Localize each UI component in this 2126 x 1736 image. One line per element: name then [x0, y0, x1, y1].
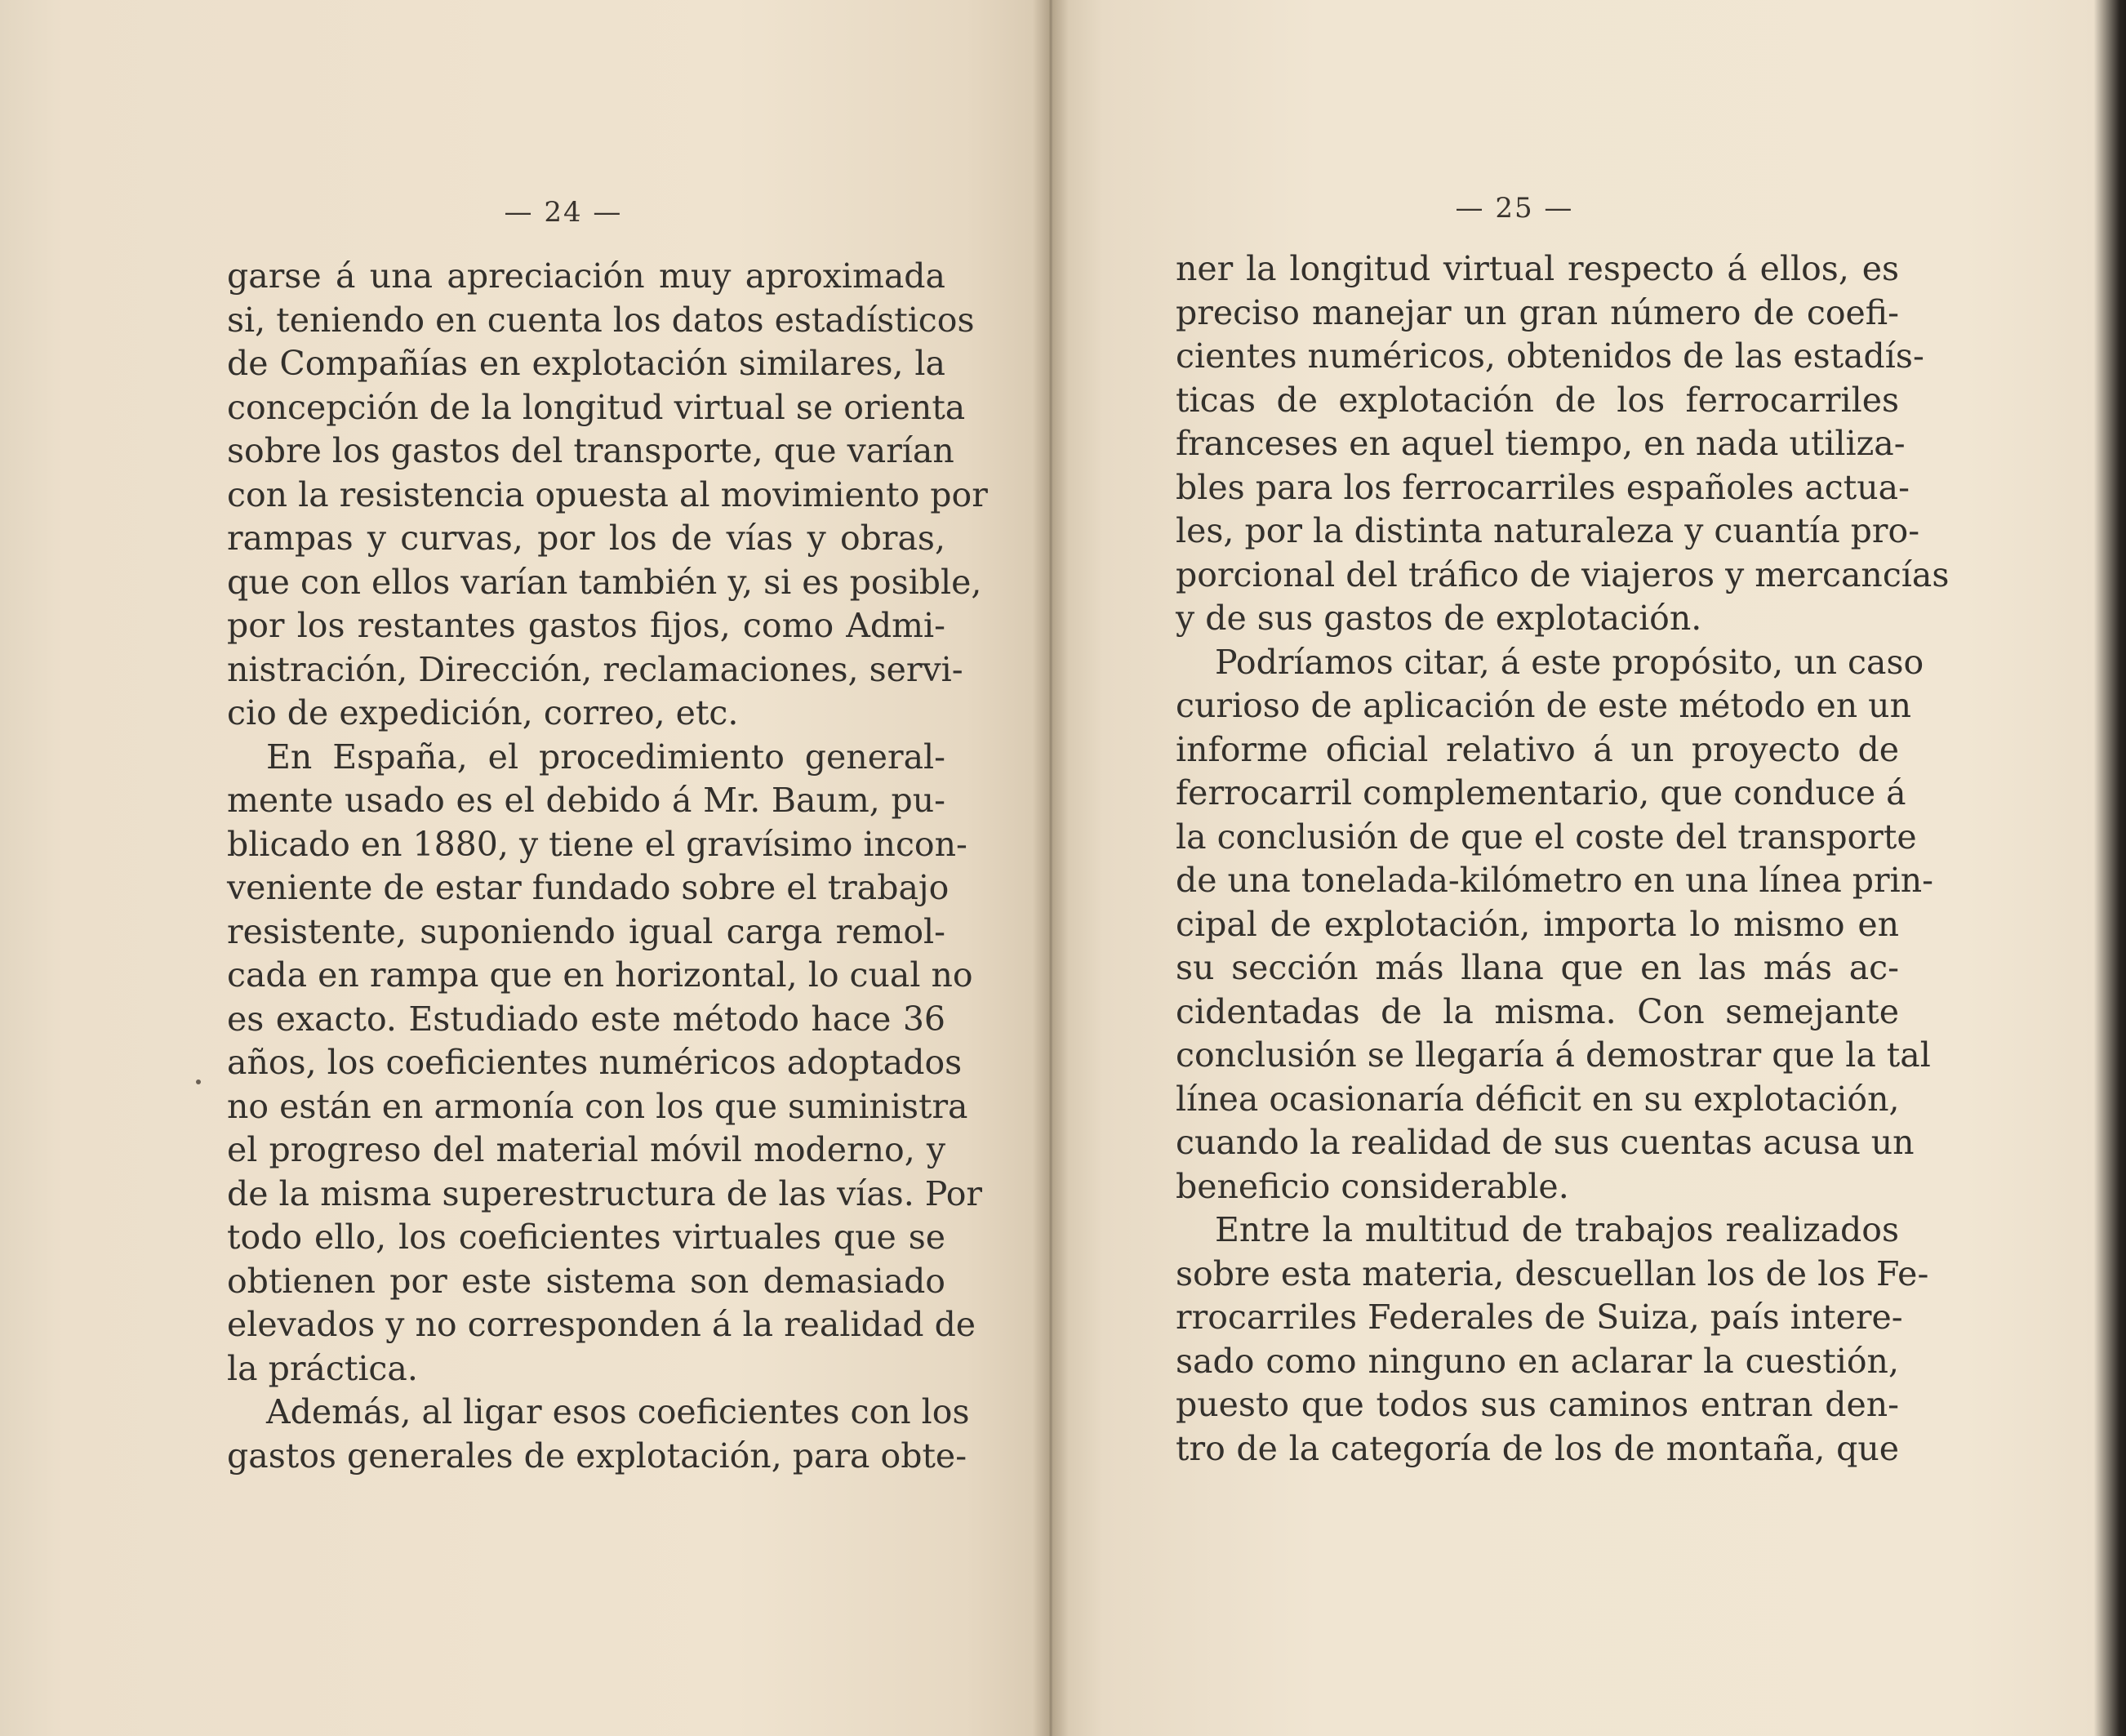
text-line: rampas y curvas, por los de vías y obras, [227, 519, 945, 558]
text-line: sobre esta materia, descuellan los de los Fe- [1176, 1253, 1929, 1293]
text-line: su sección más llana que en las más ac- [1176, 948, 1899, 987]
text-line: informe oficial relativo á un proyecto de [1176, 729, 1899, 769]
text-line: si, teniendo en cuenta los datos estadísticos [227, 300, 975, 340]
text-line: y de sus gastos de explotación. [1176, 599, 1702, 638]
paragraph [1176, 1209, 1929, 1471]
page-number: — 24 — [504, 196, 623, 229]
text-line: elevados y no corresponden á la realidad de [227, 1305, 976, 1344]
text-line: conclusión se llegaría á demostrar que la tal [1176, 1035, 1931, 1075]
left-page [0, 0, 1049, 1736]
text-line: cipal de explotación, importa lo mismo en [1176, 904, 1899, 944]
text-line: curioso de aplicación de este método en un [1176, 686, 1911, 725]
paragraph [1176, 641, 1934, 1209]
text-line: que con ellos varían también y, si es posible, [227, 562, 982, 602]
text-line: tro de la categoría de los de montaña, que [1176, 1428, 1899, 1468]
text-line: les, por la distinta naturaleza y cuantía pro- [1176, 511, 1920, 550]
text-line: ferrocarril complementario, que conduce á [1176, 773, 1906, 812]
body-text [227, 255, 988, 1478]
text-line: concepción de la longitud virtual se orienta [227, 387, 966, 427]
paragraph [227, 736, 982, 1391]
text-line: sado como ninguno en aclarar la cuestión, [1176, 1341, 1899, 1381]
text-line: beneficio considerable. [1176, 1166, 1569, 1206]
text-line: no están en armonía con los que suministra [227, 1086, 968, 1126]
text-line: línea ocasionaría déficit en su explotación, [1176, 1079, 1900, 1119]
paragraph [227, 255, 988, 736]
text-line: resistente, suponiendo igual carga remol- [227, 911, 945, 951]
text-line: cientes numéricos, obtenidos de las estadís- [1176, 336, 1924, 376]
text-line: porcional del tráfico de viajeros y mercancías [1176, 554, 1950, 594]
text-line: todo ello, los coeficientes virtuales que se [227, 1217, 945, 1257]
text-line: con la resistencia opuesta al movimiento por [227, 474, 988, 514]
text-line: de una tonelada-kilómetro en una línea prin- [1176, 861, 1934, 900]
text-line: franceses en aquel tiempo, en nada utiliza- [1176, 424, 1906, 463]
text-line: Podríamos citar, á este propósito, un caso [1215, 642, 1924, 682]
text-line: sobre los gastos del transporte, que varían [227, 431, 954, 470]
right-page [1049, 0, 2126, 1736]
text-line: veniente de estar fundado sobre el trabajo [227, 868, 950, 907]
paper-speck [196, 1079, 201, 1084]
text-line: ner la longitud virtual respecto á ellos, es [1176, 249, 1899, 288]
text-line: mente usado es el debido á Mr. Baum, pu- [227, 781, 945, 820]
text-line: la práctica. [227, 1348, 418, 1388]
text-line: puesto que todos sus caminos entran den- [1176, 1385, 1899, 1424]
text-line: rrocarriles Federales de Suiza, país intere- [1176, 1298, 1903, 1337]
paragraph [227, 1391, 970, 1478]
text-line: cio de expedición, correo, etc. [227, 693, 739, 732]
text-line: ticas de explotación de los ferrocarriles [1176, 380, 1899, 420]
text-line: blicado en 1880, y tiene el gravísimo incon- [227, 824, 967, 864]
text-line: En España, el procedimiento general- [266, 737, 945, 777]
text-line: Entre la multitud de trabajos realizados [1215, 1210, 1899, 1249]
text-line: por los restantes gastos fijos, como Admi- [227, 606, 945, 645]
text-line: obtienen por este sistema son demasiado [227, 1261, 945, 1301]
page-number: — 25 — [1455, 192, 1574, 225]
text-line: de la misma superestructura de las vías. Por [227, 1173, 982, 1213]
text-line: bles para los ferrocarriles españoles actua- [1176, 467, 1910, 507]
text-line: cada en rampa que en horizontal, lo cual no [227, 955, 973, 995]
paragraph [1176, 247, 1950, 641]
text-line: la conclusión de que el coste del transporte [1176, 817, 1917, 857]
book-gutter [1033, 0, 1069, 1736]
text-line: Además, al ligar esos coeficientes con los [266, 1392, 970, 1431]
text-line: nistración, Dirección, reclamaciones, servi- [227, 649, 963, 689]
text-line: es exacto. Estudiado este método hace 36 [227, 999, 945, 1039]
text-line: de Compañías en explotación similares, la [227, 344, 945, 383]
body-text [1176, 247, 1950, 1471]
text-line: el progreso del material móvil moderno, y [227, 1130, 945, 1169]
text-line: cidentadas de la misma. Con semejante [1176, 991, 1899, 1031]
text-line: gastos generales de explotación, para obte- [227, 1436, 967, 1476]
text-line: cuando la realidad de sus cuentas acusa un [1176, 1123, 1915, 1162]
text-line: preciso manejar un gran número de coefi- [1176, 292, 1899, 332]
text-line: años, los coeficientes numéricos adoptados [227, 1043, 963, 1082]
text-line: garse á una apreciación muy aproximada [227, 256, 945, 296]
